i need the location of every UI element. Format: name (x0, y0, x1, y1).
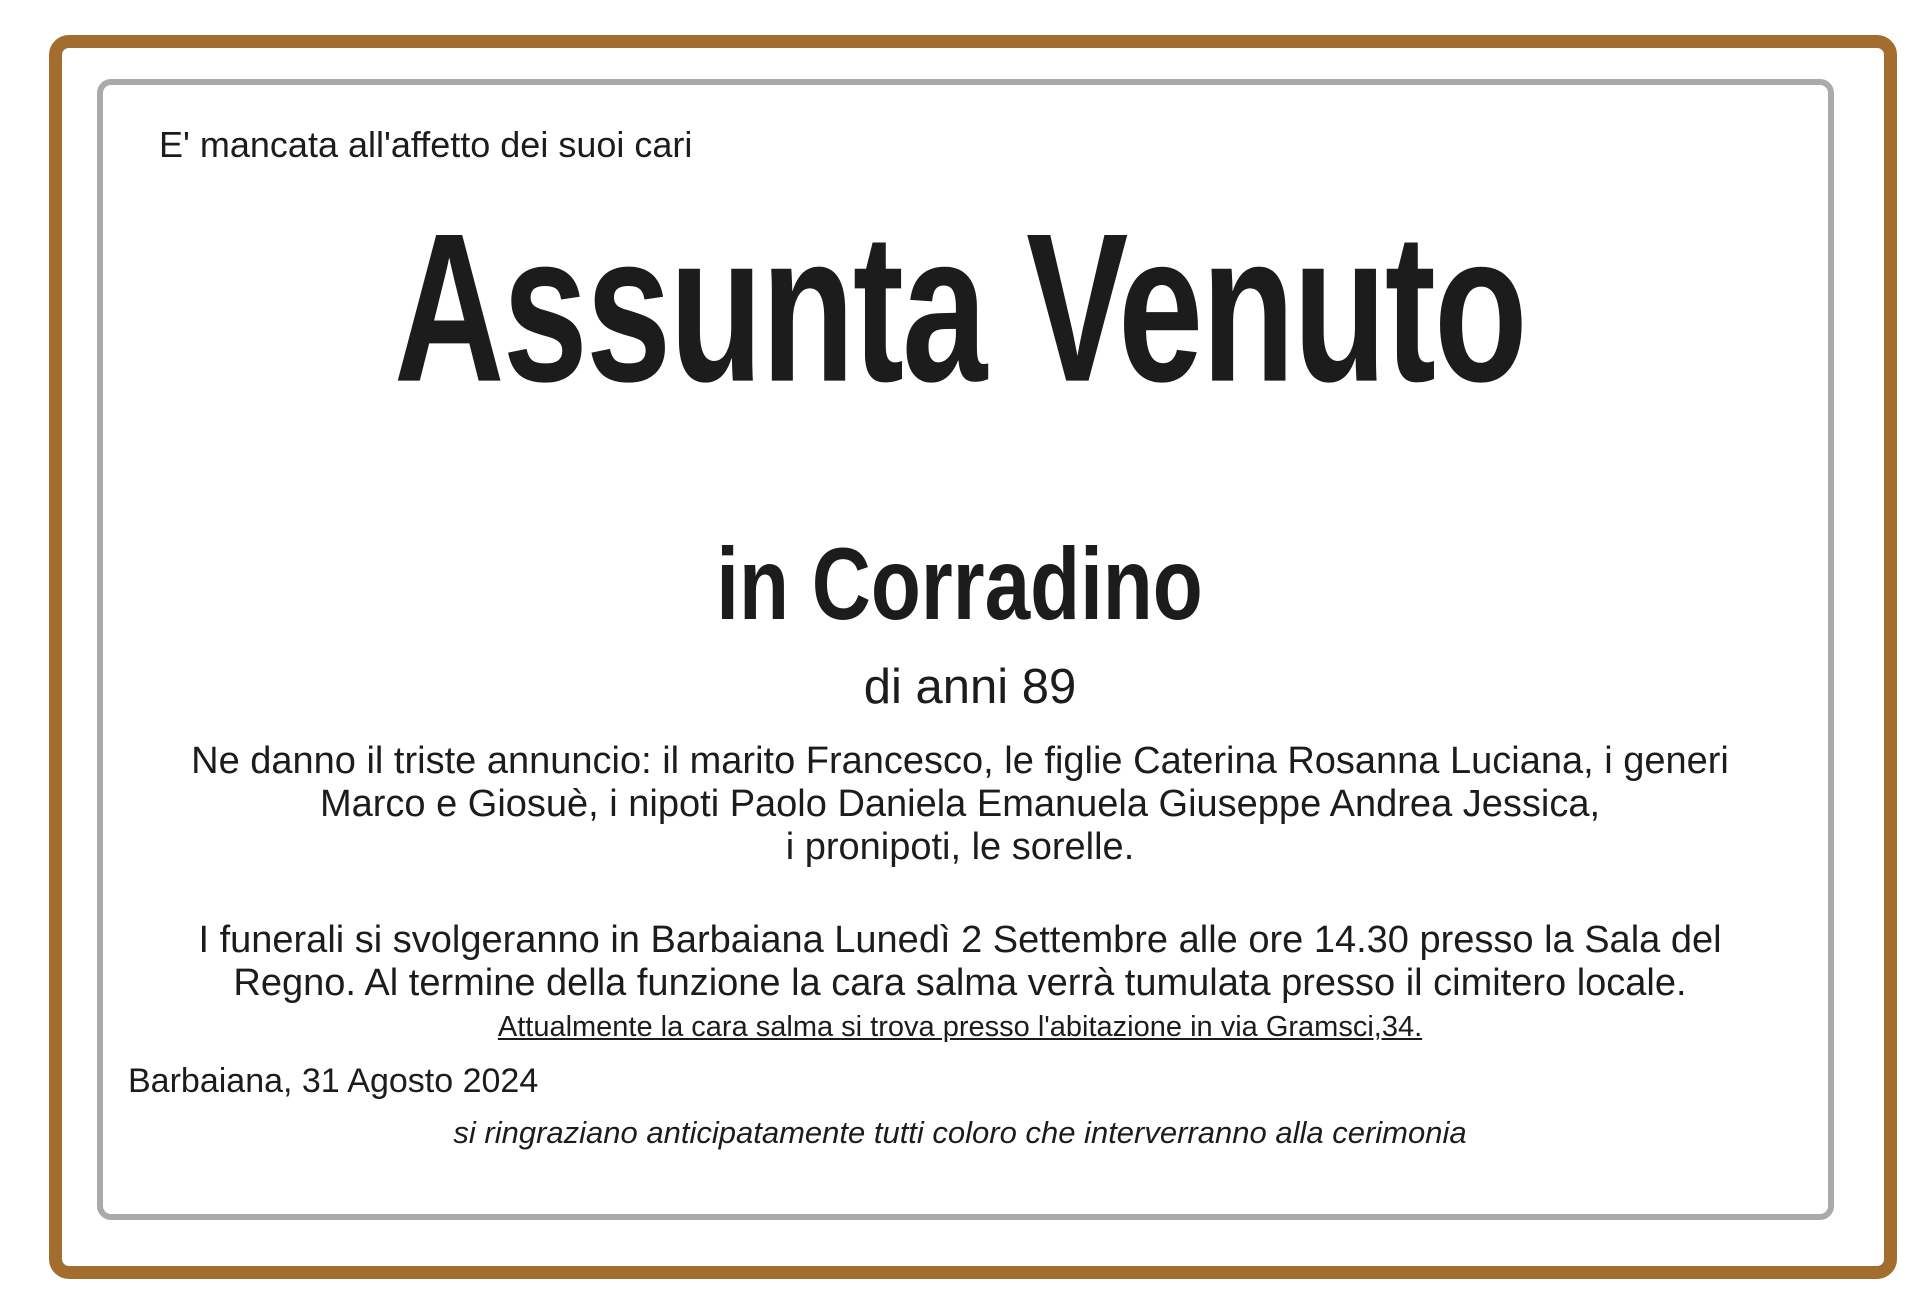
announcement-line: i pronipoti, le sorelle. (785, 826, 1135, 868)
thanks-text: si ringraziano anticipatamente tutti coloro che interverranno alla cerimonia (453, 1115, 1467, 1150)
funeral-line: Regno. Al termine della funzione la cara salma verrà tumulata presso il cimitero locale. (233, 962, 1687, 1004)
announcement-paragraph (0, 740, 1920, 869)
married-name-block (0, 526, 1920, 641)
age-text: di anni 89 (863, 660, 1077, 714)
place-date: Barbaiana, 31 Agosto 2024 (128, 1062, 539, 1100)
funeral-paragraph (0, 919, 1920, 1005)
deceased-name-block (0, 189, 1920, 427)
announcement-line: Ne danno il triste annuncio: il marito Francesco, le figlie Caterina Rosanna Luciana, i generi (191, 740, 1729, 782)
location-note: Attualmente la cara salma si trova presso l'abitazione in via Gramsci,34. (497, 1011, 1423, 1043)
intro-text: E' mancata all'affetto dei suoi cari (159, 124, 693, 165)
deceased-name: Assunta Venuto (394, 189, 1526, 427)
announcement-line: Marco e Giosuè, i nipoti Paolo Daniela Emanuela Giuseppe Andrea Jessica, (319, 783, 1601, 825)
married-name: in Corradino (716, 526, 1204, 641)
funeral-line: I funerali si svolgeranno in Barbaiana Lunedì 2 Settembre alle ore 14.30 presso la Sala del (198, 919, 1722, 961)
